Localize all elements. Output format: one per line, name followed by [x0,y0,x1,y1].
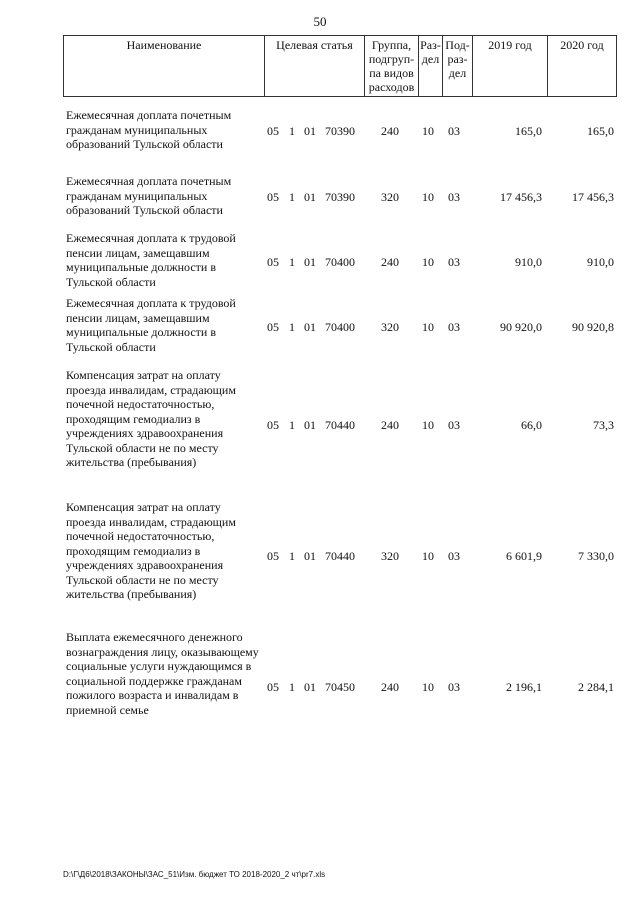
target-part-3: 01 [304,190,316,204]
target-part-2: 1 [289,549,295,563]
group-code: 320 [381,320,399,334]
value-2019: 66,0 [521,418,542,432]
target-part-1: 05 [267,549,279,563]
target-part-1: 05 [267,418,279,432]
section-code: 10 [422,124,434,138]
page-number: 50 [313,14,327,29]
target-part-4: 70440 [325,549,355,563]
row-name: Компенсация затрат на оплату проезда инвалидам, страдающим почечной недостаточностью, проходящим гемодиализ в учреждениях здравоохранения Тульской области не по месту жительства (пребывания) [66,368,236,469]
section-code: 10 [422,190,434,204]
section-code: 10 [422,549,434,563]
target-part-2: 1 [289,190,295,204]
group-code: 320 [381,549,399,563]
section-code: 10 [422,680,434,694]
value-2020: 2 284,1 [578,680,614,694]
target-part-1: 05 [267,124,279,138]
row-name: Выплата ежемесячного денежного вознаграждения лицу, оказывающему социальные услуги нуждающимся в социальной поддержке гражданам пожилого возраста и инвалидам в приемной семье [66,630,259,717]
value-2019: 2 196,1 [506,680,542,694]
subsection-code: 03 [448,418,460,432]
subsection-code: 03 [448,549,460,563]
target-part-3: 01 [304,320,316,334]
target-part-4: 70400 [325,255,355,269]
target-part-3: 01 [304,680,316,694]
target-part-3: 01 [304,418,316,432]
value-2019: 6 601,9 [506,549,542,563]
value-2020: 910,0 [587,255,614,269]
header-name: Наименование [126,38,202,52]
value-2019: 910,0 [515,255,542,269]
section-code: 10 [422,320,434,334]
value-2019: 165,0 [515,124,542,138]
target-part-4: 70390 [325,190,355,204]
value-2020: 7 330,0 [578,549,614,563]
value-2020: 73,3 [593,418,614,432]
target-part-4: 70450 [325,680,355,694]
target-part-3: 01 [304,124,316,138]
target-part-4: 70400 [325,320,355,334]
subsection-code: 03 [448,320,460,334]
group-code: 320 [381,190,399,204]
row-name: Компенсация затрат на оплату проезда инвалидам, страдающим почечной недостаточностью, проходящим гемодиализ в учреждениях здравоохранения Тульской области не по месту жительства (пребывания) [66,500,236,601]
target-part-2: 1 [289,255,295,269]
target-part-2: 1 [289,320,295,334]
row-name: Ежемесячная доплата к трудовой пенсии лицам, замещавшим муниципальные должности в Тульской области [66,296,236,354]
subsection-code: 03 [448,124,460,138]
target-part-1: 05 [267,255,279,269]
header-subsection: Под-раз-дел [442,36,472,96]
header-section: Раз-дел [418,36,442,96]
target-part-4: 70390 [325,124,355,138]
value-2019: 90 920,0 [500,320,542,334]
row-name: Ежемесячная доплата почетным гражданам муниципальных образований Тульской области [66,108,232,151]
header-2020: 2020 год [547,36,616,96]
group-code: 240 [381,680,399,694]
row-name: Ежемесячная доплата к трудовой пенсии лицам, замещавшим муниципальные должности в Тульской области [66,231,236,289]
header-target: Целевая статья [264,36,364,96]
subsection-code: 03 [448,190,460,204]
value-2020: 165,0 [587,124,614,138]
group-code: 240 [381,418,399,432]
subsection-code: 03 [448,680,460,694]
target-part-3: 01 [304,549,316,563]
section-code: 10 [422,255,434,269]
row-name: Ежемесячная доплата почетным гражданам муниципальных образований Тульской области [66,174,232,217]
target-part-1: 05 [267,680,279,694]
table-header [63,35,617,97]
target-part-2: 1 [289,124,295,138]
target-part-1: 05 [267,320,279,334]
group-code: 240 [381,255,399,269]
target-part-4: 70440 [325,418,355,432]
target-part-3: 01 [304,255,316,269]
target-part-1: 05 [267,190,279,204]
group-code: 240 [381,124,399,138]
header-group: Группа, подгруп-па видов расходов [364,36,418,96]
value-2020: 17 456,3 [572,190,614,204]
file-path-footer: D:\Г\Д6\2018\ЗАКОНЫ\ЗАС_51\Изм. бюджет ТО 2018-2020_2 чт\pr7.xls [63,870,326,879]
target-part-2: 1 [289,680,295,694]
header-2019: 2019 год [472,36,547,96]
value-2020: 90 920,8 [572,320,614,334]
value-2019: 17 456,3 [500,190,542,204]
target-part-2: 1 [289,418,295,432]
section-code: 10 [422,418,434,432]
subsection-code: 03 [448,255,460,269]
